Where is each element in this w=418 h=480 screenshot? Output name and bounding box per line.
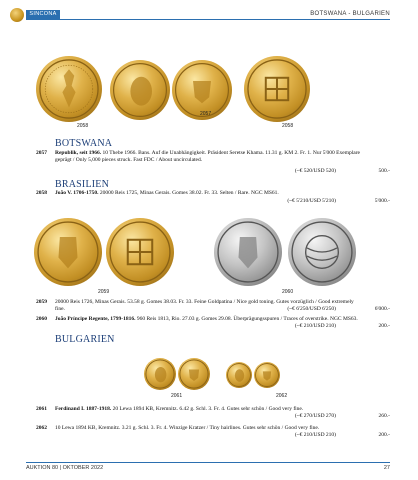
page-number: 27 xyxy=(383,465,390,471)
lot-price: 5'000.- xyxy=(374,198,390,204)
lot-body: 20000 Reis 1726, Minas Gerais. 53.58 g. Gomes 38.03. Fr. 33. Feine Goldpatina / Nice gold toning. Gutes vorzüglich / Good extremely fine. xyxy=(55,299,354,312)
coin-label-2061: 2061 xyxy=(171,393,183,399)
lot-price: 500.- xyxy=(378,168,390,174)
lot-heading: Republik, seit 1966. xyxy=(55,150,102,156)
coin-label-2059: 2059 xyxy=(98,289,110,295)
lot-body: 960 Reis 1813, Rio. 27.03 g. Gomes 29.08. Überprägungsspuren / Traces of overstrike. NGC MS63. xyxy=(135,316,358,322)
lot-body: 20000 Reis 1725, Minas Gerais. Gomes 38.02. Fr. 33. Selten / Rare. NGC MS61. xyxy=(98,190,279,196)
lot-heading: João Príncipe Regente, 1799-1816. xyxy=(55,316,136,322)
coin-label-2062: 2062 xyxy=(276,393,288,399)
coin-2058-obverse xyxy=(36,56,102,122)
coin-2061-obverse xyxy=(144,358,176,390)
lot-estimate: (~€ 520/USD 520) xyxy=(294,168,336,174)
lot-number: 2057 xyxy=(36,150,47,156)
coin-2059-reverse xyxy=(106,218,174,286)
lot-number: 2060 xyxy=(36,316,47,322)
coin-label-2058-right: 2058 xyxy=(282,123,294,129)
lot-description xyxy=(55,406,365,413)
lot-estimate: (~€ 210/USD 210) xyxy=(294,323,336,329)
lot-description xyxy=(55,425,365,432)
coin-2060-obverse xyxy=(214,218,282,286)
coin-label-2057: 2057 xyxy=(200,111,212,117)
coin-label-2060: 2060 xyxy=(282,289,294,295)
coin-2057-obverse xyxy=(110,60,170,120)
lot-description xyxy=(55,150,365,164)
lot-price: 200.- xyxy=(378,323,390,329)
lot-number: 2061 xyxy=(36,406,47,412)
sincona-logo-icon xyxy=(10,8,24,22)
section-title-brasilien: BRASILIEN xyxy=(55,179,110,190)
lot-body: 10 Lewa 1894 KB, Kremnitz. 3.21 g. Schl. 3. Fr. 4. Winzige Kratzer / Tiny hairlines. Gutes sehr schön / Good very fine. xyxy=(55,425,320,431)
lot-estimate: (~€ 6'250/USD 6'250) xyxy=(287,306,336,312)
section-title-bulgarien: BULGARIEN xyxy=(55,334,115,345)
coin-2061-reverse xyxy=(178,358,210,390)
coin-2059-obverse xyxy=(34,218,102,286)
lot-heading: Ferdinand I. 1887-1918. xyxy=(55,406,112,412)
lot-estimate: (~€ 5'210/USD 5'210) xyxy=(287,198,336,204)
lot-price: 260.- xyxy=(378,413,390,419)
coin-2062-obverse xyxy=(226,362,252,388)
section-title-botswana: BOTSWANA xyxy=(55,138,113,149)
lot-description xyxy=(55,190,365,197)
coin-2060-reverse xyxy=(288,218,356,286)
footer-auction-info: AUKTION 80 | OKTOBER 2022 xyxy=(26,465,104,471)
lot-body: 20 Lewa 1894 KB, Kremnitz. 6.42 g. Schl. 3. Fr. 4. Gutes sehr schön / Good very fine. xyxy=(111,406,304,412)
lot-price: 6'000.- xyxy=(374,306,390,312)
lot-estimate: (~€ 270/USD 270) xyxy=(294,413,336,419)
lot-number: 2062 xyxy=(36,425,47,431)
coin-label-2058-left: 2058 xyxy=(77,123,89,129)
coin-2062-reverse xyxy=(254,362,280,388)
brand-label: SINCONA xyxy=(26,10,60,19)
header-divider xyxy=(26,19,390,20)
footer-divider xyxy=(26,462,390,463)
coin-2058-reverse xyxy=(244,56,310,122)
lot-estimate: (~€ 210/USD 210) xyxy=(294,432,336,438)
lot-number: 2059 xyxy=(36,299,47,305)
lot-body: 10 Thebe 1966. Bans. Auf die Unabhängigkeit. Präsident Seretse Khama. 11.31 g. KM 2. Fr. 1. Nur 5'000 Exemplare geprägt / Only 5,000 pieces struck. Fast FDC / About uncirculated. xyxy=(55,150,360,163)
lot-description xyxy=(55,316,365,323)
lot-heading: João V. 1706-1750. xyxy=(55,190,99,196)
lot-number: 2058 xyxy=(36,190,47,196)
page-header-title: BOTSWANA - BULGARIEN xyxy=(310,11,390,17)
lot-price: 200.- xyxy=(378,432,390,438)
